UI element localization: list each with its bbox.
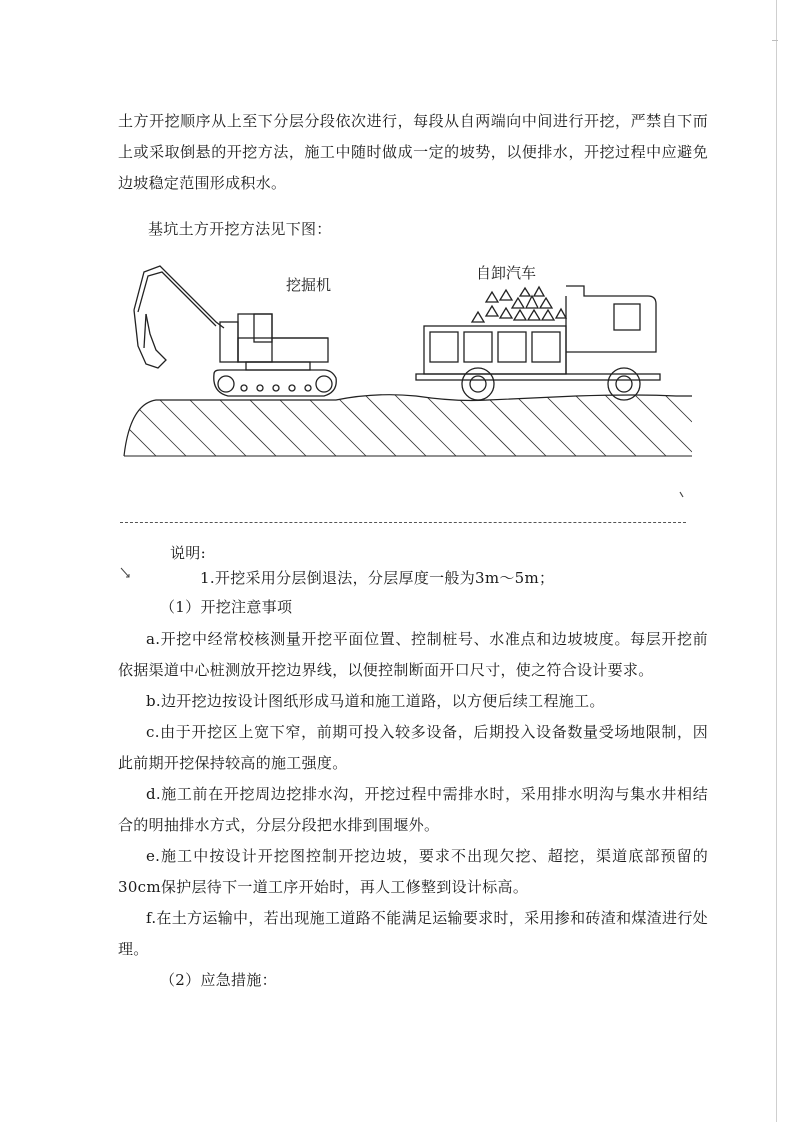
scan-edge-tick [772,40,778,41]
ground-hatch [116,376,692,456]
ground-surface [124,395,692,456]
note-b: b.边开挖边按设计图纸形成马道和施工道路，以方便后续工程施工。 [146,692,605,710]
sub-heading-2: （2）应急措施： [160,971,277,989]
figure-caption: 基坑土方开挖方法见下图： [148,220,332,238]
note-e: e.施工中按设计开挖图控制开挖边坡，要求不出现欠挖、超挖，渠道底部预留的30cm保护层待下一道工序开始时，再人工修整到设计标高。 [118,847,708,896]
note-c: c.由于开挖区上宽下窄，前期可投入较多设备，后期投入设备数量受场地限制，因此前期开挖保持较高的施工强度。 [118,723,708,772]
scan-mark [680,492,683,497]
note-item-1: 1.开挖采用分层倒退法，分层厚度一般为3m～5m； [200,569,555,587]
dump-truck-label: 自卸汽车 [476,264,537,282]
note-a: a.开挖中经常校核测量开挖平面位置、控制桩号、水准点和边坡坡度。每层开挖前依据渠道中心桩测放开挖边界线，以便控制断面开口尺寸，使之符合设计要求。 [118,630,708,679]
excavator-label: 挖掘机 [286,276,332,294]
note-d: d.施工前在开挖周边挖排水沟，开挖过程中需排水时，采用排水明沟与集水井相结合的明抽排水方式，分层分段把水排到围堰外。 [118,785,708,834]
excavation-method-figure [116,256,692,536]
note-f: f.在土方运输中，若出现施工道路不能满足运输要求时，采用掺和砖渣和煤渣进行处理。 [118,909,708,958]
notes-heading: 说明: [170,544,206,562]
separator-line [120,522,686,523]
intro-paragraph: 土方开挖顺序从上至下分层分段依次进行，每段从自两端向中间进行开挖，严禁自下而上或采取倒悬的开挖方法，施工中随时做成一定的坡势，以便排水，开挖过程中应避免边坡稳定范围形成积水。 [118,112,708,192]
scan-edge-line [776,0,777,1122]
scan-arrow-mark [118,566,132,580]
sub-heading-1: （1）开挖注意事项 [160,598,293,616]
dump-truck-drawing [416,286,660,400]
